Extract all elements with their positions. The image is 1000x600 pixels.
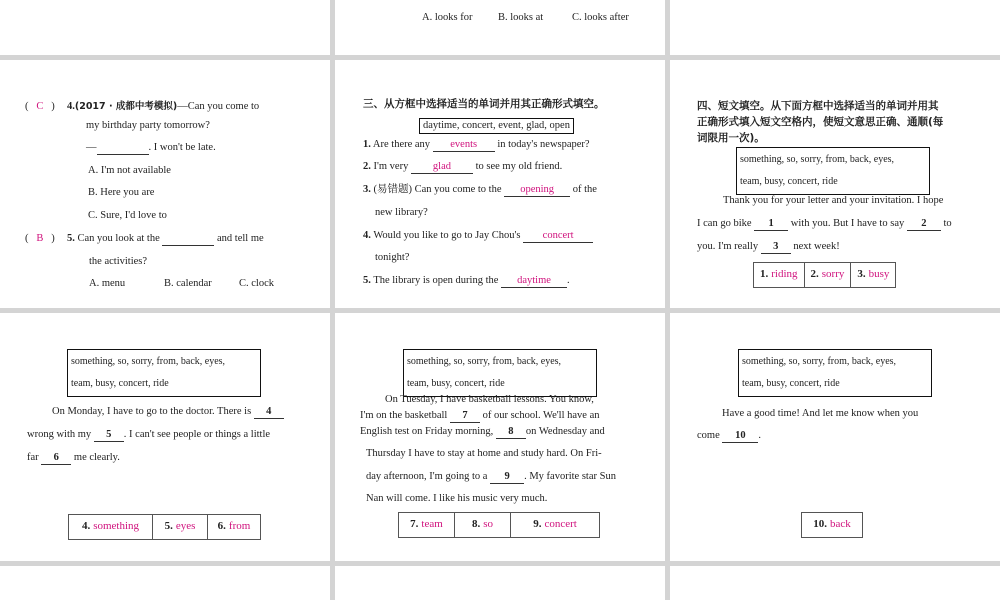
option-c: C. looks after xyxy=(572,12,629,23)
multiple-choice-panel xyxy=(0,60,330,308)
option-b: B. looks at xyxy=(498,12,544,23)
section4-heading-line2: 正确形式填入短文空格内，使短文意思正确、通顺(每 xyxy=(697,116,944,128)
tuesday-line4: Thursday I have to stay at home and study hard. On Fri- xyxy=(366,448,602,459)
item-4-answer: concert xyxy=(523,230,593,243)
blank-8: 8 xyxy=(496,426,526,439)
section3-panel xyxy=(335,60,665,308)
q5-stem-line2: the activities? xyxy=(89,256,148,267)
top-left-panel xyxy=(0,0,330,55)
item-1: 1. Are there any events in today's newspaper? xyxy=(363,139,590,150)
closing-panel xyxy=(670,313,1000,561)
blank-9: 9 xyxy=(490,471,524,484)
q5-option-b: B. calendar xyxy=(164,278,212,289)
answer-cell-4: 4. something xyxy=(69,515,153,539)
q5-stem: 5. Can you look at the and tell me xyxy=(67,233,264,244)
answer-cell-10: 10. back xyxy=(813,518,851,531)
option-a: A. looks for xyxy=(422,12,473,23)
monday-line3: far 6 me clearly. xyxy=(27,452,120,463)
answer-cell-1: 1. riding xyxy=(754,263,805,287)
answers-1-3 xyxy=(753,262,896,288)
tuesday-line5: day afternoon, I'm going to a 9 . My favorite star Sun xyxy=(366,471,616,482)
q5-option-a: A. menu xyxy=(89,278,126,289)
item-2: 2. I'm very glad to see my old friend. xyxy=(363,161,563,172)
q4-answer-letter: C xyxy=(36,101,44,112)
item-4-line2: tonight? xyxy=(375,252,410,263)
top-right-panel xyxy=(670,0,1000,55)
q4-option-a: A. I'm not available xyxy=(88,165,171,176)
q5-number: 5. xyxy=(67,233,75,244)
closing-line2: come 10 . xyxy=(697,430,761,441)
q5-answer: ( B ) xyxy=(25,233,55,244)
letter-line1: Thank you for your letter and your invitation. I hope xyxy=(723,195,944,206)
monday-panel xyxy=(0,313,330,561)
q4-source: (2017 · 成都中考模拟) xyxy=(74,101,178,112)
q4-option-c: C. Sure, I'd love to xyxy=(88,210,167,221)
blank-4: 4 xyxy=(254,406,284,419)
answer-cell-7: 7. team xyxy=(399,513,455,537)
blank-3: 3 xyxy=(761,241,791,254)
q4-answer: ( C ) xyxy=(25,101,55,112)
tuesday-line1: On Tuesday, I have basketball lessons. You know, xyxy=(385,394,594,405)
item-3-answer: opening xyxy=(504,184,570,197)
item-3: 3. (易错题) Can you come to the opening of the xyxy=(363,184,597,195)
q4-reply: — . I won't be late. xyxy=(86,142,216,153)
section4-heading-line3: 词限用一次)。 xyxy=(697,132,765,144)
item-5-answer: daytime xyxy=(501,275,567,288)
tuesday-line6: Nan will come. I like his music very much. xyxy=(366,493,548,504)
blank-5: 5 xyxy=(94,429,124,442)
word-bank-box: something, so, sorry, from, back, eyes, team, busy, concert, ride xyxy=(738,349,932,397)
q5-option-c: C. clock xyxy=(239,278,274,289)
answer-cell-5: 5. eyes xyxy=(153,515,208,539)
answer-cell-8: 8. so xyxy=(455,513,511,537)
tuesday-line3: English test on Friday morning, 8 on Wednesday and xyxy=(360,426,605,437)
bottom-right-panel xyxy=(670,566,1000,600)
monday-line2: wrong with my 5 . I can't see people or things a little xyxy=(27,429,271,440)
q4-stem-line1: —Can you come to xyxy=(177,101,260,112)
section4-panel xyxy=(670,60,1000,308)
section3-word-box: daytime, concert, event, glad, open xyxy=(419,118,574,134)
blank-2: 2 xyxy=(907,218,941,231)
tuesday-panel xyxy=(335,313,665,561)
closing-line1: Have a good time! And let me know when you xyxy=(722,408,919,419)
section3-heading: 三、从方框中选择适当的单词并用其正确形式填空。 xyxy=(363,98,605,110)
answers-7-9 xyxy=(398,512,600,538)
answer-cell-9: 9. concert xyxy=(533,518,577,531)
item-3-line2: new library? xyxy=(375,207,428,218)
item-2-answer: glad xyxy=(411,161,473,174)
tuesday-line2: I'm on the basketball 7 of our school. We'll have an xyxy=(360,410,600,421)
q4-stem-line2: my birthday party tomorrow? xyxy=(86,120,210,131)
q4-option-b: B. Here you are xyxy=(88,187,155,198)
letter-line2: I can go bike 1 with you. But I have to say 2 to xyxy=(697,218,952,229)
q5-answer-letter: B xyxy=(36,233,44,244)
blank-6: 6 xyxy=(41,452,71,465)
answer-cell-6: 6. from xyxy=(217,520,251,533)
item-1-answer: events xyxy=(433,139,495,152)
item-4: 4. Would you like to go to Jay Chou's concert xyxy=(363,229,593,243)
section4-heading-line1: 四、短文填空。从下面方框中选择适当的单词并用其 xyxy=(697,100,939,112)
blank-1: 1 xyxy=(754,218,788,231)
answers-10 xyxy=(801,512,863,538)
top-middle-panel xyxy=(335,0,665,55)
q5-blank xyxy=(162,233,214,246)
q4-stem xyxy=(67,100,259,113)
q4-number: 4. xyxy=(67,101,75,112)
bottom-middle-panel xyxy=(335,566,665,600)
monday-line1: On Monday, I have to go to the doctor. There is 4 xyxy=(52,405,284,419)
item-5: 5. The library is open during the daytime . xyxy=(363,275,570,286)
answers-4-6 xyxy=(68,514,261,540)
blank-10: 10 xyxy=(722,430,758,443)
answer-cell-2: 2. sorry xyxy=(805,263,852,287)
q4-blank xyxy=(97,142,149,155)
blank-7: 7 xyxy=(450,410,480,423)
word-bank-box: something, so, sorry, from, back, eyes, team, busy, concert, ride xyxy=(403,349,597,397)
word-bank-box: something, so, sorry, from, back, eyes, team, busy, concert, ride xyxy=(67,349,261,397)
answer-cell-3: 3. busy xyxy=(857,268,890,281)
letter-line3: you. I'm really 3 next week! xyxy=(697,241,840,252)
bottom-left-panel xyxy=(0,566,330,600)
word-bank-box: something, so, sorry, from, back, eyes, team, busy, concert, ride xyxy=(736,147,930,195)
